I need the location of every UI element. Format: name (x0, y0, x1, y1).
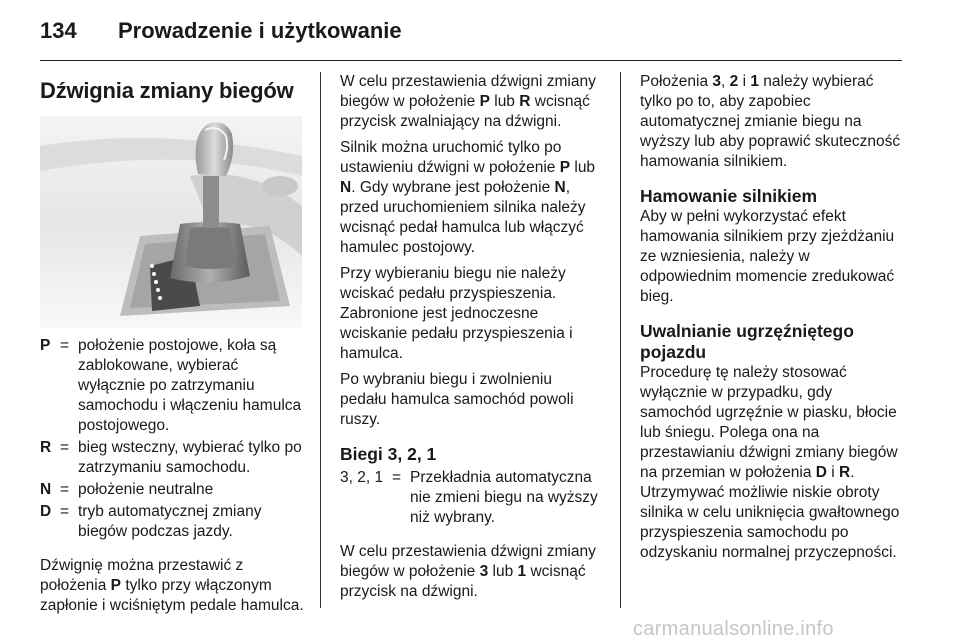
definition-term: N (40, 481, 52, 498)
paragraph: W celu przestawienia dźwigni zmiany biegów w położenie P lub R wcisnąć przycisk zwalniający na dźwigni. (340, 73, 596, 130)
paragraph: Silnik można uruchomić tylko po ustawieniu dźwigni w położenie P lub N. Gdy wybrane jest położenie N, przed uruchomieniem silnika należy wcisnąć pedał hamulca lub włączyć hamulec postojowy. (340, 139, 596, 256)
definition-description: tryb automatycznej zmiany biegów podczas jazdy. (78, 503, 262, 540)
definition-description: położenie postojowe, koła są zablokowane, wybierać wyłącznie po zatrzymaniu samochodu i włączeniu hamulca postojowego. (78, 337, 302, 434)
definition-term: P (40, 337, 51, 354)
definition-term: R (40, 439, 52, 456)
definition-term: D (40, 503, 52, 520)
definition-list (40, 336, 304, 542)
paragraph: Przy wybieraniu biegu nie należy wciskać pedału przyspieszenia. Zabronione jest jednoczesne wciskanie pedału przyspieszenia i hamulca. (340, 265, 573, 362)
paragraph: Procedurę tę należy stosować wyłącznie w przypadku, gdy samochód ugrzęźnie w piasku, błocie lub śniegu. Polega ona na przestawianiu dźwigni zmiany biegów na przemian w położenia D i R. Utrzymywać możliwie niskie obroty silnika w celu uniknięcia gwałtownego przyspieszenia samochodu po odzyskaniu normalnej przyczepności. (640, 364, 900, 561)
column-2 (340, 72, 602, 608)
header-rule (40, 60, 902, 61)
definition-row (40, 502, 304, 542)
paragraph: Aby w pełni wykorzystać efekt hamowania silnikiem przy zjeżdżaniu ze wzniesienia, należy w odpowiednim momencie zredukować bieg. (640, 208, 895, 305)
definition-row (40, 438, 304, 478)
definition-term: 3, 2, 1 (340, 469, 384, 486)
definition-description: bieg wsteczny, wybierać tylko po zatrzymaniu samochodu. (78, 439, 302, 476)
definition-equals: = (60, 503, 70, 520)
definition-row (340, 468, 602, 528)
paragraph: Położenia 3, 2 i 1 należy wybierać tylko po to, aby zapobiec automatycznej zmianie biegu na wyższy lub aby poprawić skuteczność hamowania silnikiem. (640, 73, 901, 170)
definition-row (40, 336, 304, 436)
running-title: Prowadzenie i użytkowanie (118, 18, 402, 43)
column-divider (320, 72, 321, 608)
definition-row (40, 480, 304, 500)
sub-heading: Biegi 3, 2, 1 (340, 444, 437, 464)
definition-equals: = (60, 439, 70, 456)
paragraph: Po wybraniu biegu i zwolnieniu pedału hamulca samochód powoli ruszy. (340, 371, 574, 428)
definition-equals: = (60, 337, 70, 354)
page-number: 134 (40, 18, 77, 43)
section-heading: Dźwignia zmiany biegów (40, 78, 294, 103)
sub-heading: Hamowanie silnikiem (640, 186, 818, 206)
paragraph: Dźwignię można przestawić z położenia P tylko przy włączonym zapłonie i wciśniętym pedale hamulca. (40, 557, 304, 614)
definition-equals: = (392, 469, 402, 486)
definition-description: Przekładnia automatyczna nie zmieni biegu na wyższy niż wybrany. (410, 469, 598, 526)
column-3 (640, 72, 904, 569)
watermark: carmanualsonline.info (633, 618, 834, 640)
definition-equals: = (60, 481, 70, 498)
sub-heading: Uwalnianie ugrzęźniętego pojazdu (640, 321, 854, 362)
definition-description: położenie neutralne (78, 481, 214, 498)
paragraph: W celu przestawienia dźwigni zmiany biegów w położenie 3 lub 1 wcisnąć przycisk na dźwigni. (340, 543, 596, 600)
gear-lever-illustration (40, 116, 302, 328)
page-header (40, 14, 920, 54)
column-1 (40, 72, 304, 622)
column-divider (620, 72, 621, 608)
